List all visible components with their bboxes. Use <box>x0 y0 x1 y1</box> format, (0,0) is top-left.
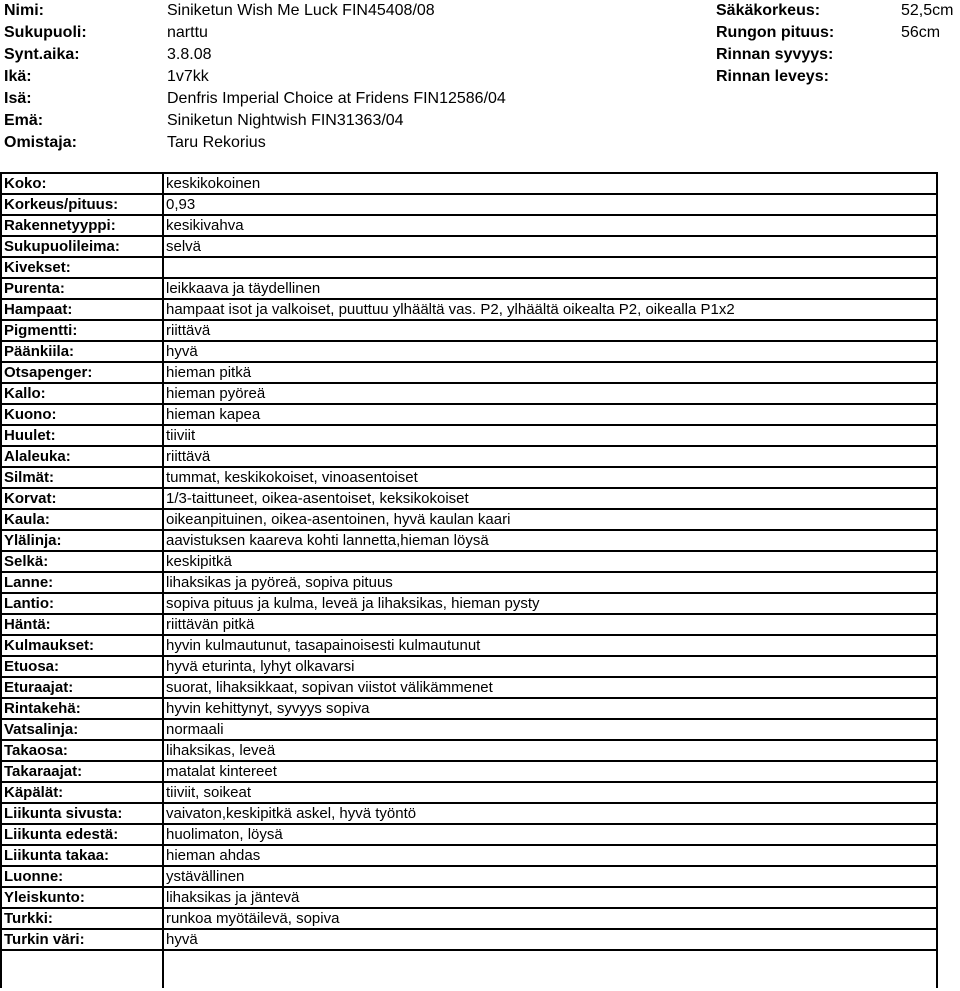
table-row <box>0 888 938 909</box>
row-label: Turkki: <box>4 910 53 927</box>
owner-label: Omistaja: <box>4 134 77 151</box>
row-label: Kuono: <box>4 406 57 423</box>
name-label: Nimi: <box>4 2 44 19</box>
row-value: normaali <box>166 721 224 738</box>
row-label: Häntä: <box>4 616 51 633</box>
row-label: Takaosa: <box>4 742 68 759</box>
dam-value: Siniketun Nightwish FIN31363/04 <box>167 112 404 129</box>
row-value: aavistuksen kaareva kohti lannetta,hieman löysä <box>166 532 489 549</box>
row-value: sopiva pituus ja kulma, leveä ja lihaksikas, hieman pysty <box>166 595 540 612</box>
row-label: Takaraajat: <box>4 763 83 780</box>
table-row <box>0 279 938 300</box>
table-row <box>0 573 938 594</box>
birthdate-value: 3.8.08 <box>167 46 212 63</box>
table-row <box>0 321 938 342</box>
withers-height-value: 52,5cm <box>901 2 954 19</box>
sex-label: Sukupuoli: <box>4 24 87 41</box>
table-row <box>0 930 938 951</box>
row-label: Kaula: <box>4 511 50 528</box>
row-value: riittävä <box>166 448 211 465</box>
table-row <box>0 300 938 321</box>
sire-value: Denfris Imperial Choice at Fridens FIN12586/04 <box>167 90 506 107</box>
row-label: Hampaat: <box>4 301 73 318</box>
table-right-border <box>936 172 938 988</box>
row-label: Liikunta takaa: <box>4 847 110 864</box>
chest-depth-label: Rinnan syvyys: <box>716 46 834 63</box>
table-row <box>0 510 938 531</box>
row-label: Etuosa: <box>4 658 60 675</box>
row-value: ystävällinen <box>166 868 245 885</box>
table-row <box>0 825 938 846</box>
row-label: Päänkiila: <box>4 343 75 360</box>
row-label: Turkin väri: <box>4 931 85 948</box>
row-value: hyvä <box>166 931 198 948</box>
owner-value: Taru Rekorius <box>167 134 266 151</box>
row-label: Kallo: <box>4 385 46 402</box>
table-row <box>0 552 938 573</box>
row-label: Kivekset: <box>4 259 71 276</box>
row-label: Rakennetyyppi: <box>4 217 116 234</box>
row-label: Korvat: <box>4 490 57 507</box>
row-value: lihaksikas ja jäntevä <box>166 889 300 906</box>
birthdate-label: Synt.aika: <box>4 46 80 63</box>
row-value: kesikivahva <box>166 217 244 234</box>
row-value: leikkaava ja täydellinen <box>166 280 321 297</box>
row-label: Liikunta edestä: <box>4 826 119 843</box>
row-value: hieman ahdas <box>166 847 261 864</box>
header-row-age <box>0 66 960 88</box>
dam-label: Emä: <box>4 112 44 129</box>
table-row <box>0 172 938 195</box>
row-label: Pigmentti: <box>4 322 78 339</box>
row-value: vaivaton,keskipitkä askel, hyvä työntö <box>166 805 417 822</box>
row-label: Eturaajat: <box>4 679 74 696</box>
table-row <box>0 594 938 615</box>
row-label: Purenta: <box>4 280 65 297</box>
table-column-divider <box>162 172 164 988</box>
table-left-border <box>0 172 2 988</box>
row-value: hieman pitkä <box>166 364 252 381</box>
sex-value: narttu <box>167 24 208 41</box>
table-row <box>0 699 938 720</box>
row-label: Sukupuolileima: <box>4 238 120 255</box>
row-label: Koko: <box>4 175 47 192</box>
dog-info-header <box>0 0 960 160</box>
table-row <box>0 426 938 447</box>
row-value: hampaat isot ja valkoiset, puuttuu ylhäältä vas. P2, ylhäältä oikealta P2, oikealla P1x2 <box>166 301 735 318</box>
header-row-dam <box>0 110 960 132</box>
table-row <box>0 258 938 279</box>
row-value: hyvä eturinta, lyhyt olkavarsi <box>166 658 355 675</box>
name-value: Siniketun Wish Me Luck FIN45408/08 <box>167 2 435 19</box>
table-row <box>0 363 938 384</box>
row-label: Luonne: <box>4 868 64 885</box>
row-label: Liikunta sivusta: <box>4 805 123 822</box>
row-value: riittävä <box>166 322 211 339</box>
table-row <box>0 909 938 930</box>
row-value: 0,93 <box>166 196 196 213</box>
row-label: Ylälinja: <box>4 532 62 549</box>
row-label: Alaleuka: <box>4 448 71 465</box>
row-value: hieman kapea <box>166 406 261 423</box>
row-value: keskikokoinen <box>166 175 261 192</box>
header-row-sex <box>0 22 960 44</box>
table-row <box>0 468 938 489</box>
row-label: Silmät: <box>4 469 55 486</box>
row-value: selvä <box>166 238 202 255</box>
row-value: tiiviit, soikeat <box>166 784 252 801</box>
age-label: Ikä: <box>4 68 32 85</box>
row-label: Yleiskunto: <box>4 889 85 906</box>
header-row-sire <box>0 88 960 110</box>
row-value: suorat, lihaksikkaat, sopivan viistot välikämmenet <box>166 679 493 696</box>
table-row <box>0 636 938 657</box>
table-row <box>0 615 938 636</box>
table-row <box>0 720 938 741</box>
row-label: Lanne: <box>4 574 54 591</box>
chest-width-label: Rinnan leveys: <box>716 68 829 85</box>
table-row <box>0 489 938 510</box>
table-row <box>0 237 938 258</box>
sire-label: Isä: <box>4 90 32 107</box>
row-label: Käpälät: <box>4 784 64 801</box>
table-row <box>0 384 938 405</box>
table-row <box>0 657 938 678</box>
age-value: 1v7kk <box>167 68 209 85</box>
row-value: huolimaton, löysä <box>166 826 283 843</box>
row-value: lihaksikas, leveä <box>166 742 276 759</box>
row-value: hyvin kehittynyt, syvyys sopiva <box>166 700 370 717</box>
row-value: riittävän pitkä <box>166 616 255 633</box>
row-value: runkoa myötäilevä, sopiva <box>166 910 340 927</box>
row-value: tiiviit <box>166 427 196 444</box>
row-label: Huulet: <box>4 427 56 444</box>
row-value: lihaksikas ja pyöreä, sopiva pituus <box>166 574 393 591</box>
table-row <box>0 867 938 888</box>
header-row-name <box>0 0 960 22</box>
body-length-value: 56cm <box>901 24 941 41</box>
table-row <box>0 678 938 699</box>
table-row <box>0 762 938 783</box>
table-row <box>0 846 938 867</box>
row-value: 1/3-taittuneet, oikea-asentoiset, keksikokoiset <box>166 490 469 507</box>
body-length-label: Rungon pituus: <box>716 24 835 41</box>
row-label: Lantio: <box>4 595 54 612</box>
row-label: Rintakehä: <box>4 700 81 717</box>
evaluation-table <box>0 172 938 951</box>
table-row <box>0 804 938 825</box>
table-row <box>0 783 938 804</box>
row-label: Kulmaukset: <box>4 637 95 654</box>
row-label: Korkeus/pituus: <box>4 196 119 213</box>
table-row <box>0 531 938 552</box>
row-value: hieman pyöreä <box>166 385 266 402</box>
row-label: Vatsalinja: <box>4 721 79 738</box>
row-value: oikeanpituinen, oikea-asentoinen, hyvä kaulan kaari <box>166 511 511 528</box>
table-row <box>0 195 938 216</box>
row-label: Selkä: <box>4 553 49 570</box>
row-value: hyvä <box>166 343 198 360</box>
row-value: keskipitkä <box>166 553 232 570</box>
table-row <box>0 216 938 237</box>
row-value: tummat, keskikokoiset, vinoasentoiset <box>166 469 418 486</box>
header-row-birthdate <box>0 44 960 66</box>
row-label: Otsapenger: <box>4 364 93 381</box>
row-value: hyvin kulmautunut, tasapainoisesti kulmautunut <box>166 637 481 654</box>
table-row <box>0 405 938 426</box>
table-row <box>0 447 938 468</box>
withers-height-label: Säkäkorkeus: <box>716 2 821 19</box>
header-row-owner <box>0 132 960 154</box>
table-row <box>0 741 938 762</box>
row-value: matalat kintereet <box>166 763 277 780</box>
table-row <box>0 342 938 363</box>
